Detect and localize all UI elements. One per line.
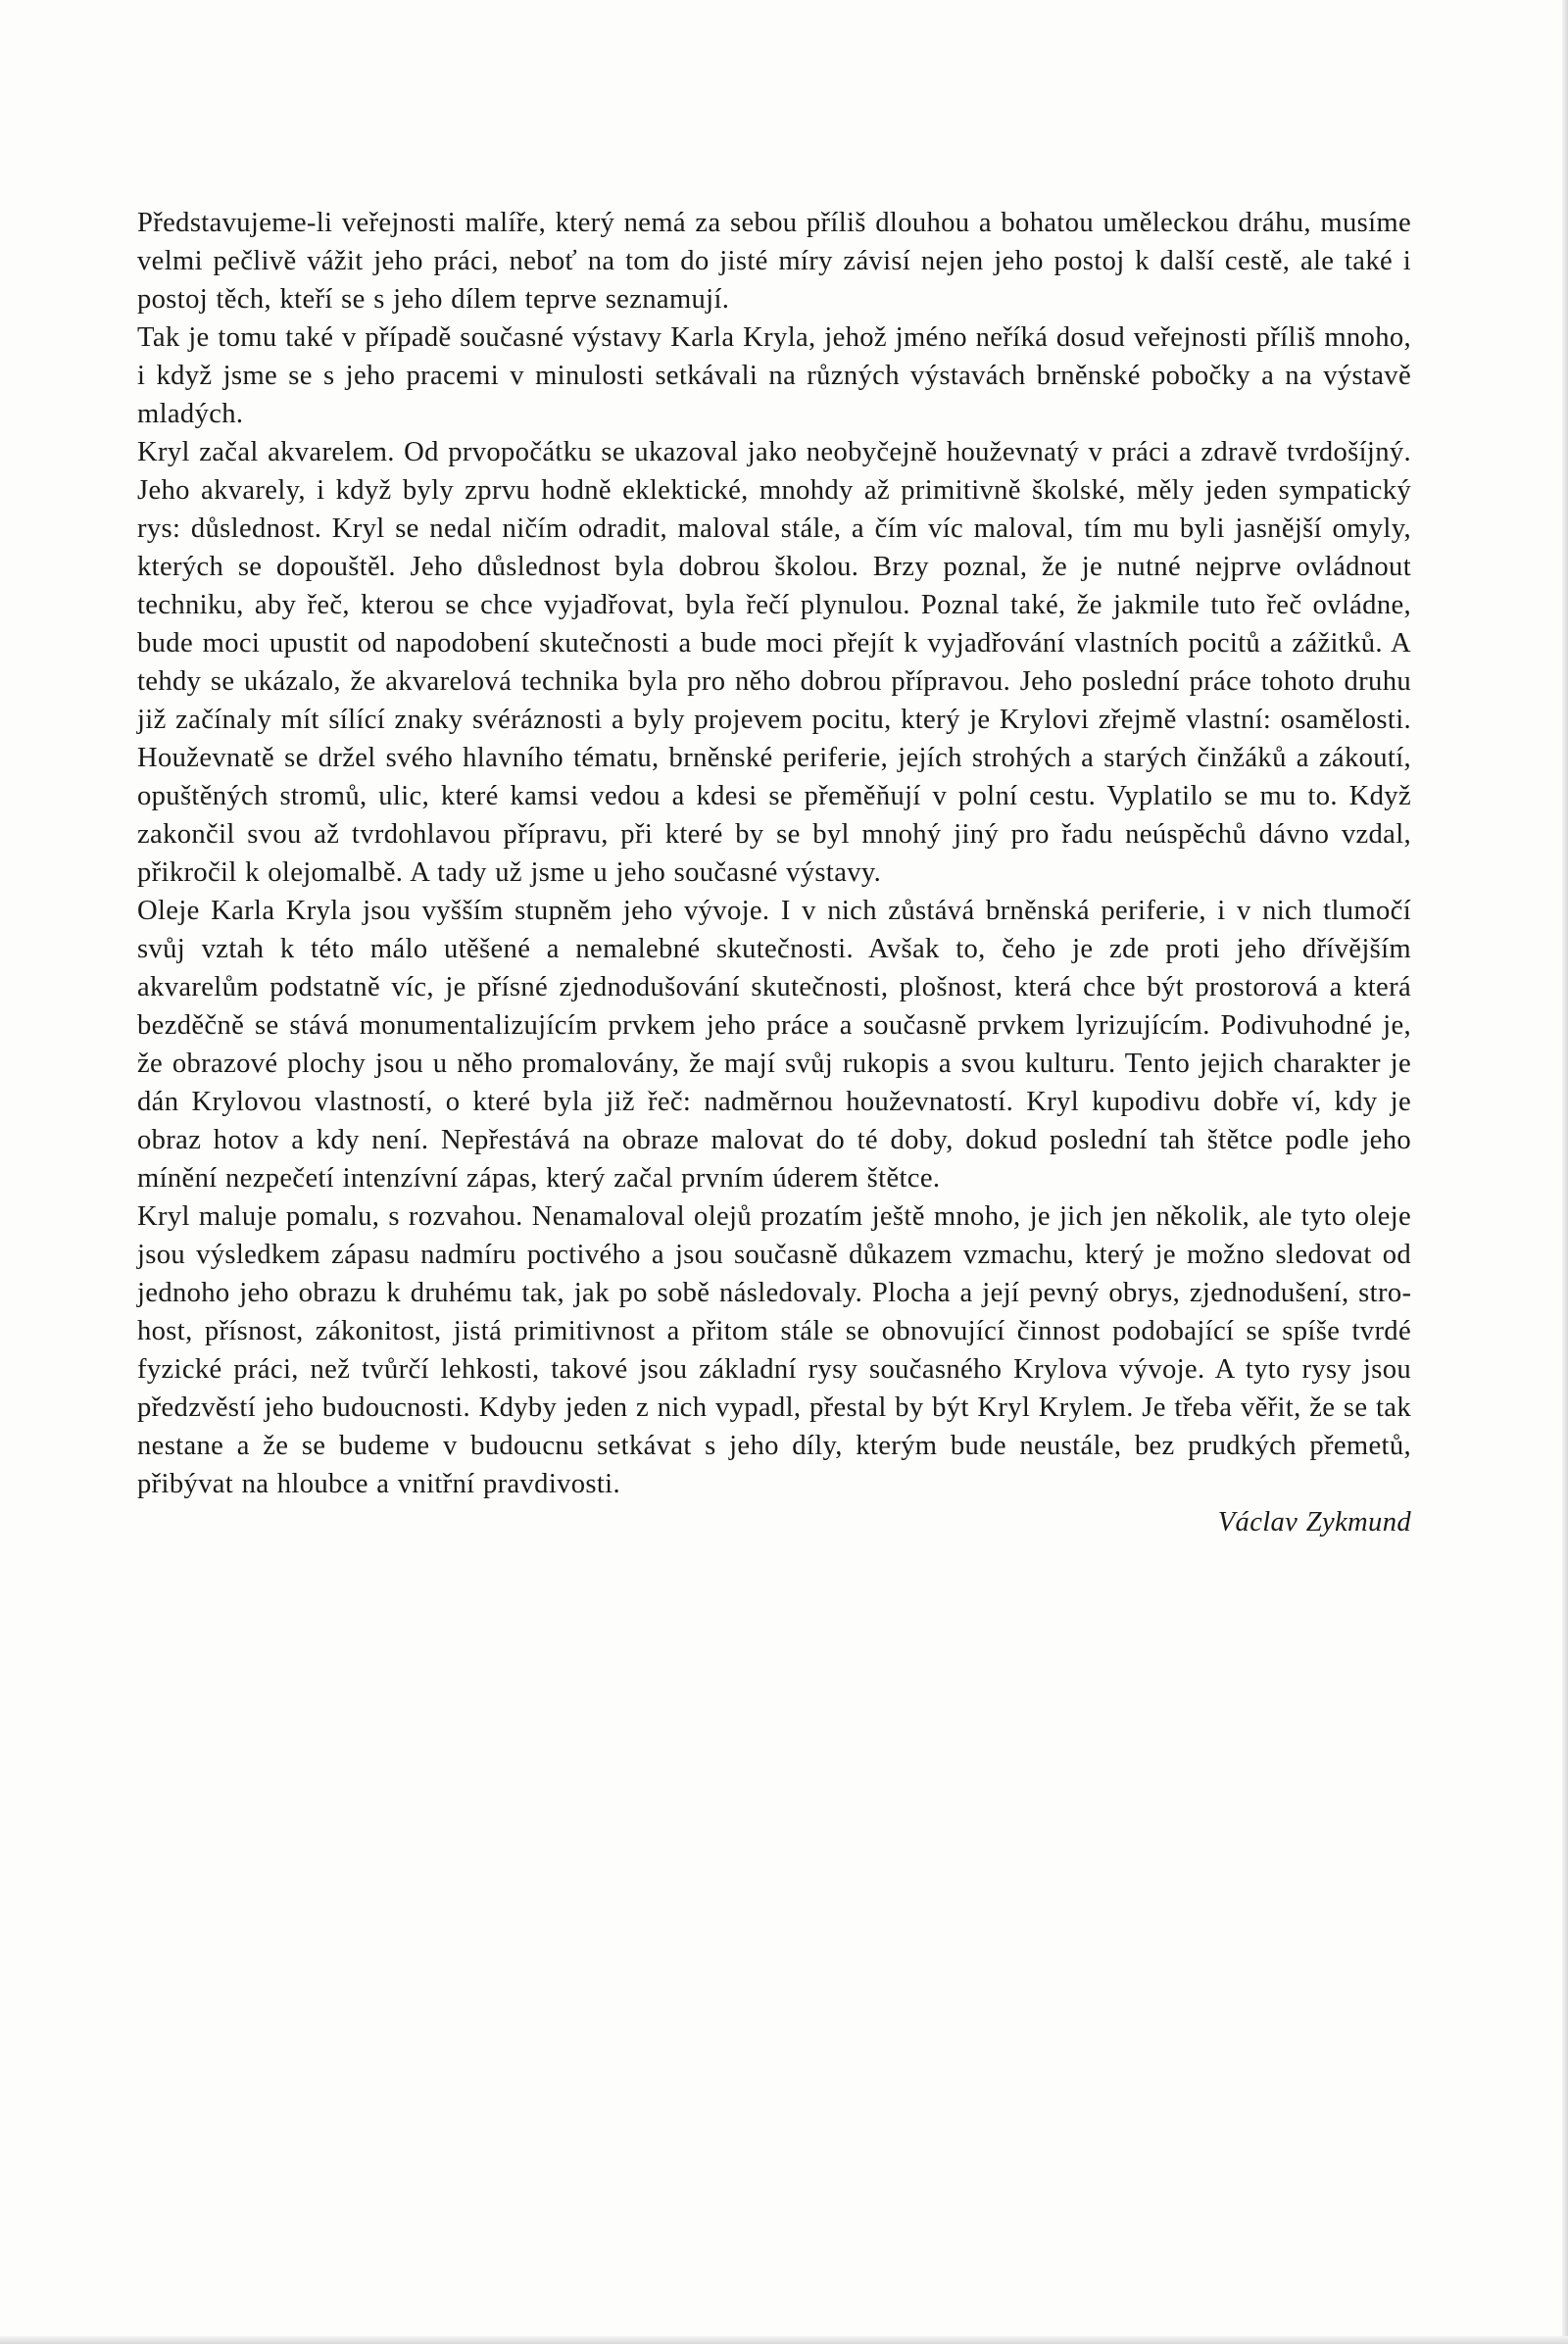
paragraph-conclusion: Kryl maluje pomalu, s rozvahou. Nenamaloval olejů prozatím ještě mnoho, je jich jen několik, ale tyto oleje jsou výsledkem zápasu nadmíru poctivého a jsou současně důkazem vzmachu, který je možno sledovat od jednoho jeho obrazu k druhému tak, jak po sobě následovaly. Plocha a její pevný obrys, zjednodušení, strohost, přísnost, zákonitost, jistá primitivnost a přitom stále se obnovující činnost podobající se spíše tvrdé fyzické práci, než tvůrčí lehkosti, takové jsou základní rysy současného Krylova vývoje. A tyto rysy jsou předzvěstí jeho budoucnosti. Kdyby jeden z nich vypadl, přestal by být Kryl Krylem. Je třeba věřit, že se tak nestane a že se budeme v budoucnu setkávat s jeho díly, kterým bude neustále, bez prudkých přemetů, přibývat na hloubce a vnitřní pravdivosti.	[137, 1201, 1411, 1499]
page-edge-bottom	[0, 2336, 1568, 2344]
paragraph-exhibition: Tak je tomu také v případě současné výstavy Karla Kryla, jehož jméno neříká dosud veřejnosti příliš mnoho, i když jsme se s jeho pracemi v minulosti setkávali na různých výstavách brněnské pobočky a na výstavě mladých.	[137, 322, 1411, 429]
paragraph-intro: Představujeme-li veřejnosti malíře, který nemá za sebou příliš dlouhou a bohatou uměleckou dráhu, musíme velmi pečlivě vážit jeho práci, neboť na tom do jisté míry závisí nejen jeho postoj k další cestě, ale také i postoj těch, kteří se s jeho dílem teprve seznamují.	[137, 208, 1411, 315]
paragraph-oils: Oleje Karla Kryla jsou vyšším stupněm jeho vývoje. I v nich zůstává brněnská periferie, i v nich tlumočí svůj vztah k této málo utěšené a nemalebné skutečnosti. Avšak to, čeho je zde proti jeho dřívějším akvarelům podstatně víc, je přísné zjednodušování skutečnosti, plošnost, která chce být prostorová a která bezděčně se stává monumentalizujícím prvkem jeho práce a současně prvkem lyrizujícím. Podivuhodné je, že obrazové plochy jsou u něho promalovány, že mají svůj rukopis a svou kulturu. Tento jejich charakter je dán Krylovou vlastností, o které byla již řeč: nadměrnou houževnatostí. Kryl kupodivu dobře ví, kdy je obraz hotov a kdy není. Nepřestává na obraze malovat do té doby, dokud poslední tah štětce podle jeho mínění nezpečetí intenzívní zápas, který začal prvním úderem štětce.	[137, 896, 1411, 1194]
article-text	[137, 204, 1411, 1541]
author-signature: Václav Zykmund	[1217, 1507, 1411, 1538]
page-edge-right	[1562, 0, 1568, 2344]
paragraph-watercolor: Kryl začal akvarelem. Od prvopočátku se ukazoval jako neobyčejně houževnatý v práci a zdravě tvrdošíjný. Jeho akvarely, i když byly zprvu hodně eklektické, mnohdy až primitivně školské, měly jeden sympatický rys: důslednost. Kryl se nedal ničím odradit, maloval stále, a čím víc maloval, tím mu byli jasnější omyly, kterých se dopouštěl. Jeho důslednost byla dobrou školou. Brzy poznal, že je nutné nejprve ovládnout techniku, aby řeč, kterou se chce vyjadřovat, byla řečí plynulou. Poznal také, že jakmile tuto řeč ovládne, bude moci upustit od napodobení skutečnosti a bude moci přejít k vyjadřování vlastních pocitů a zážitků. A tehdy se ukázalo, že akvarelová technika byla pro něho dobrou přípravou. Jeho poslední práce tohoto druhu již začínaly mít sílící znaky svéráznosti a byly projevem pocitu, který je Krylovi zřejmě vlastní: osamělosti. Houževnatě se držel svého hlavního tématu, brněnské periferie, jejích strohých a starých činžáků a zákoutí, opuštěných stromů, ulic, které kamsi vedou a kdesi se přeměňují v polní cestu. Vyplatilo se mu to. Když zakončil svou až tvrdohlavou přípravu, při které by se byl mnohý jiný pro řadu neúspěchů dávno vzdal, přikročil k olejomalbě. A tady už jsme u jeho současné výstavy.	[137, 437, 1411, 888]
